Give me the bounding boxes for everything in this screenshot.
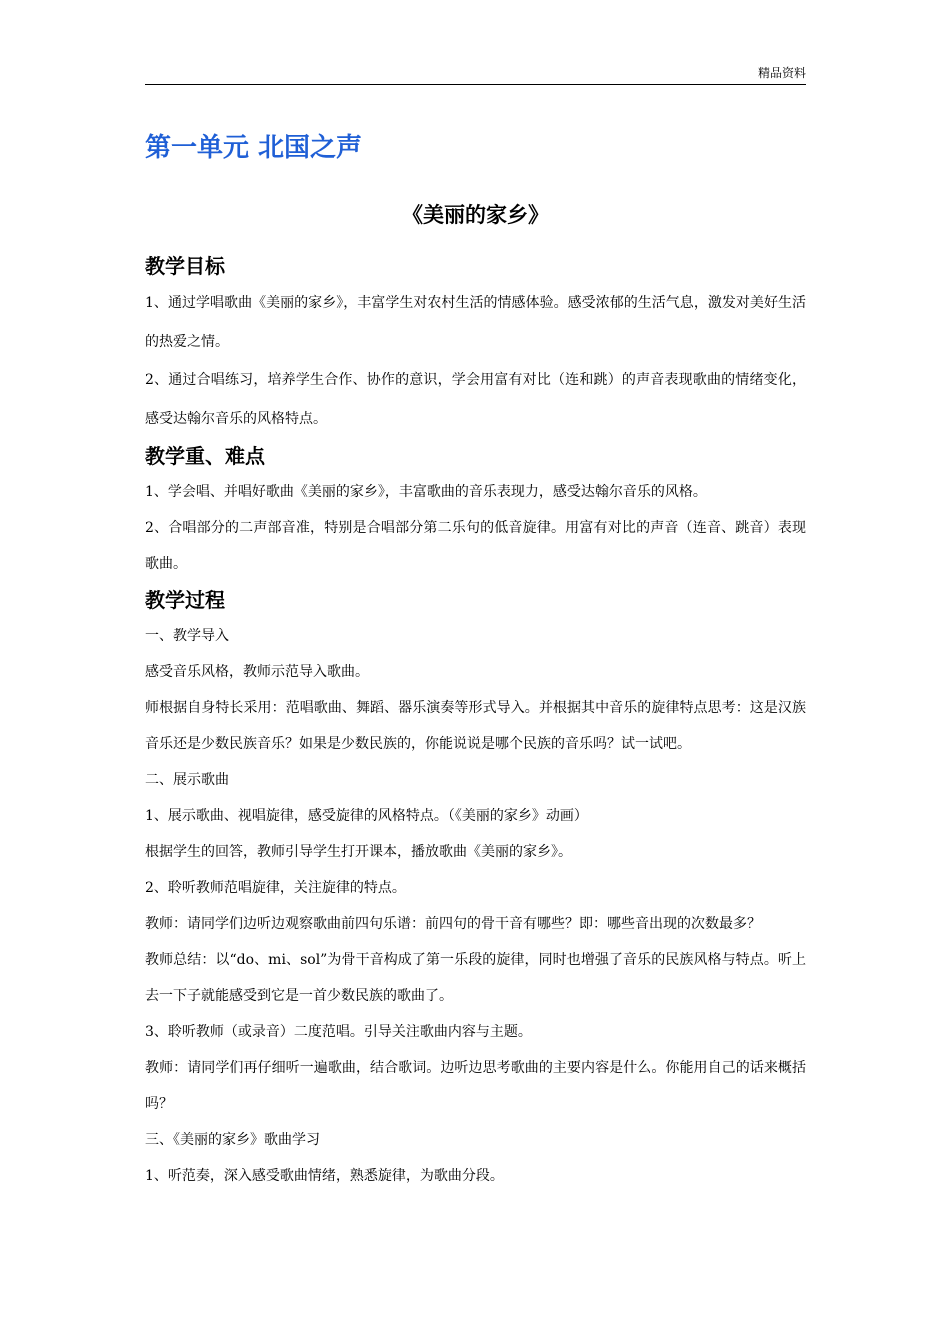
process-item: 师根据自身特长采用：范唱歌曲、舞蹈、器乐演奏等形式导入。并根据其中音乐的旋律特点思考：这是汉族音乐还是少数民族音乐？如果是少数民族的，你能说说是哪个民族的音乐吗？试一试吧。: [145, 700, 806, 752]
process-item: 3、聆听教师（或录音）二度范唱。引导关注歌曲内容与主题。: [145, 1024, 532, 1040]
unit-title: 第一单元 北国之声: [145, 133, 363, 163]
process-item: 教师：请同学们再仔细听一遍歌曲，结合歌词。边听边思考歌曲的主要内容是什么。你能用自己的话来概括吗？: [145, 1060, 806, 1112]
process-item: 2、聆听教师范唱旋律，关注旋律的特点。: [145, 880, 406, 896]
objective-item: 2、通过合唱练习，培养学生合作、协作的意识，学会用富有对比（连和跳）的声音表现歌曲的情绪变化，感受达翰尔音乐的风格特点。: [145, 372, 806, 427]
process-item: 教师总结：以“do、mi、sol”为骨干音构成了第一乐段的旋律，同时也增强了音乐的民族风格与特点。听上去一下子就能感受到它是一首少数民族的歌曲了。: [145, 952, 806, 1004]
document-body: [145, 130, 806, 1194]
process-item: 教师：请同学们边听边观察歌曲前四句乐谱：前四句的骨干音有哪些？即：哪些音出现的次数最多？: [145, 916, 761, 932]
process-item: 1、展示歌曲、视唱旋律，感受旋律的风格特点。（《美丽的家乡》动画）: [145, 808, 588, 824]
process-heading: 三、《美丽的家乡》歌曲学习: [145, 1132, 320, 1148]
section-title-objectives: 教学目标: [145, 254, 225, 278]
process-item: 感受音乐风格，教师示范导入歌曲。: [145, 664, 369, 680]
section-title-process: 教学过程: [145, 588, 225, 612]
lesson-title: 《美丽的家乡》: [402, 203, 549, 227]
document-page: [145, 0, 806, 1344]
process-heading: 二、展示歌曲: [145, 772, 229, 788]
header-label: 精品资料: [757, 66, 806, 80]
header-divider: [145, 84, 806, 85]
key-point-item: 1、学会唱、并唱好歌曲《美丽的家乡》，丰富歌曲的音乐表现力，感受达翰尔音乐的风格。: [145, 484, 707, 500]
section-title-key-points: 教学重、难点: [145, 444, 265, 468]
process-heading: 一、教学导入: [145, 628, 229, 644]
process-item: 1、听范奏，深入感受歌曲情绪，熟悉旋律，为歌曲分段。: [145, 1168, 504, 1184]
key-point-item: 2、合唱部分的二声部音准，特别是合唱部分第二乐句的低音旋律。用富有对比的声音（连音、跳音）表现歌曲。: [145, 520, 806, 572]
objective-item: 1、通过学唱歌曲《美丽的家乡》，丰富学生对农村生活的情感体验。感受浓郁的生活气息，激发对美好生活的热爱之情。: [145, 295, 806, 350]
process-item: 根据学生的回答，教师引导学生打开课本，播放歌曲《美丽的家乡》。: [145, 844, 572, 860]
